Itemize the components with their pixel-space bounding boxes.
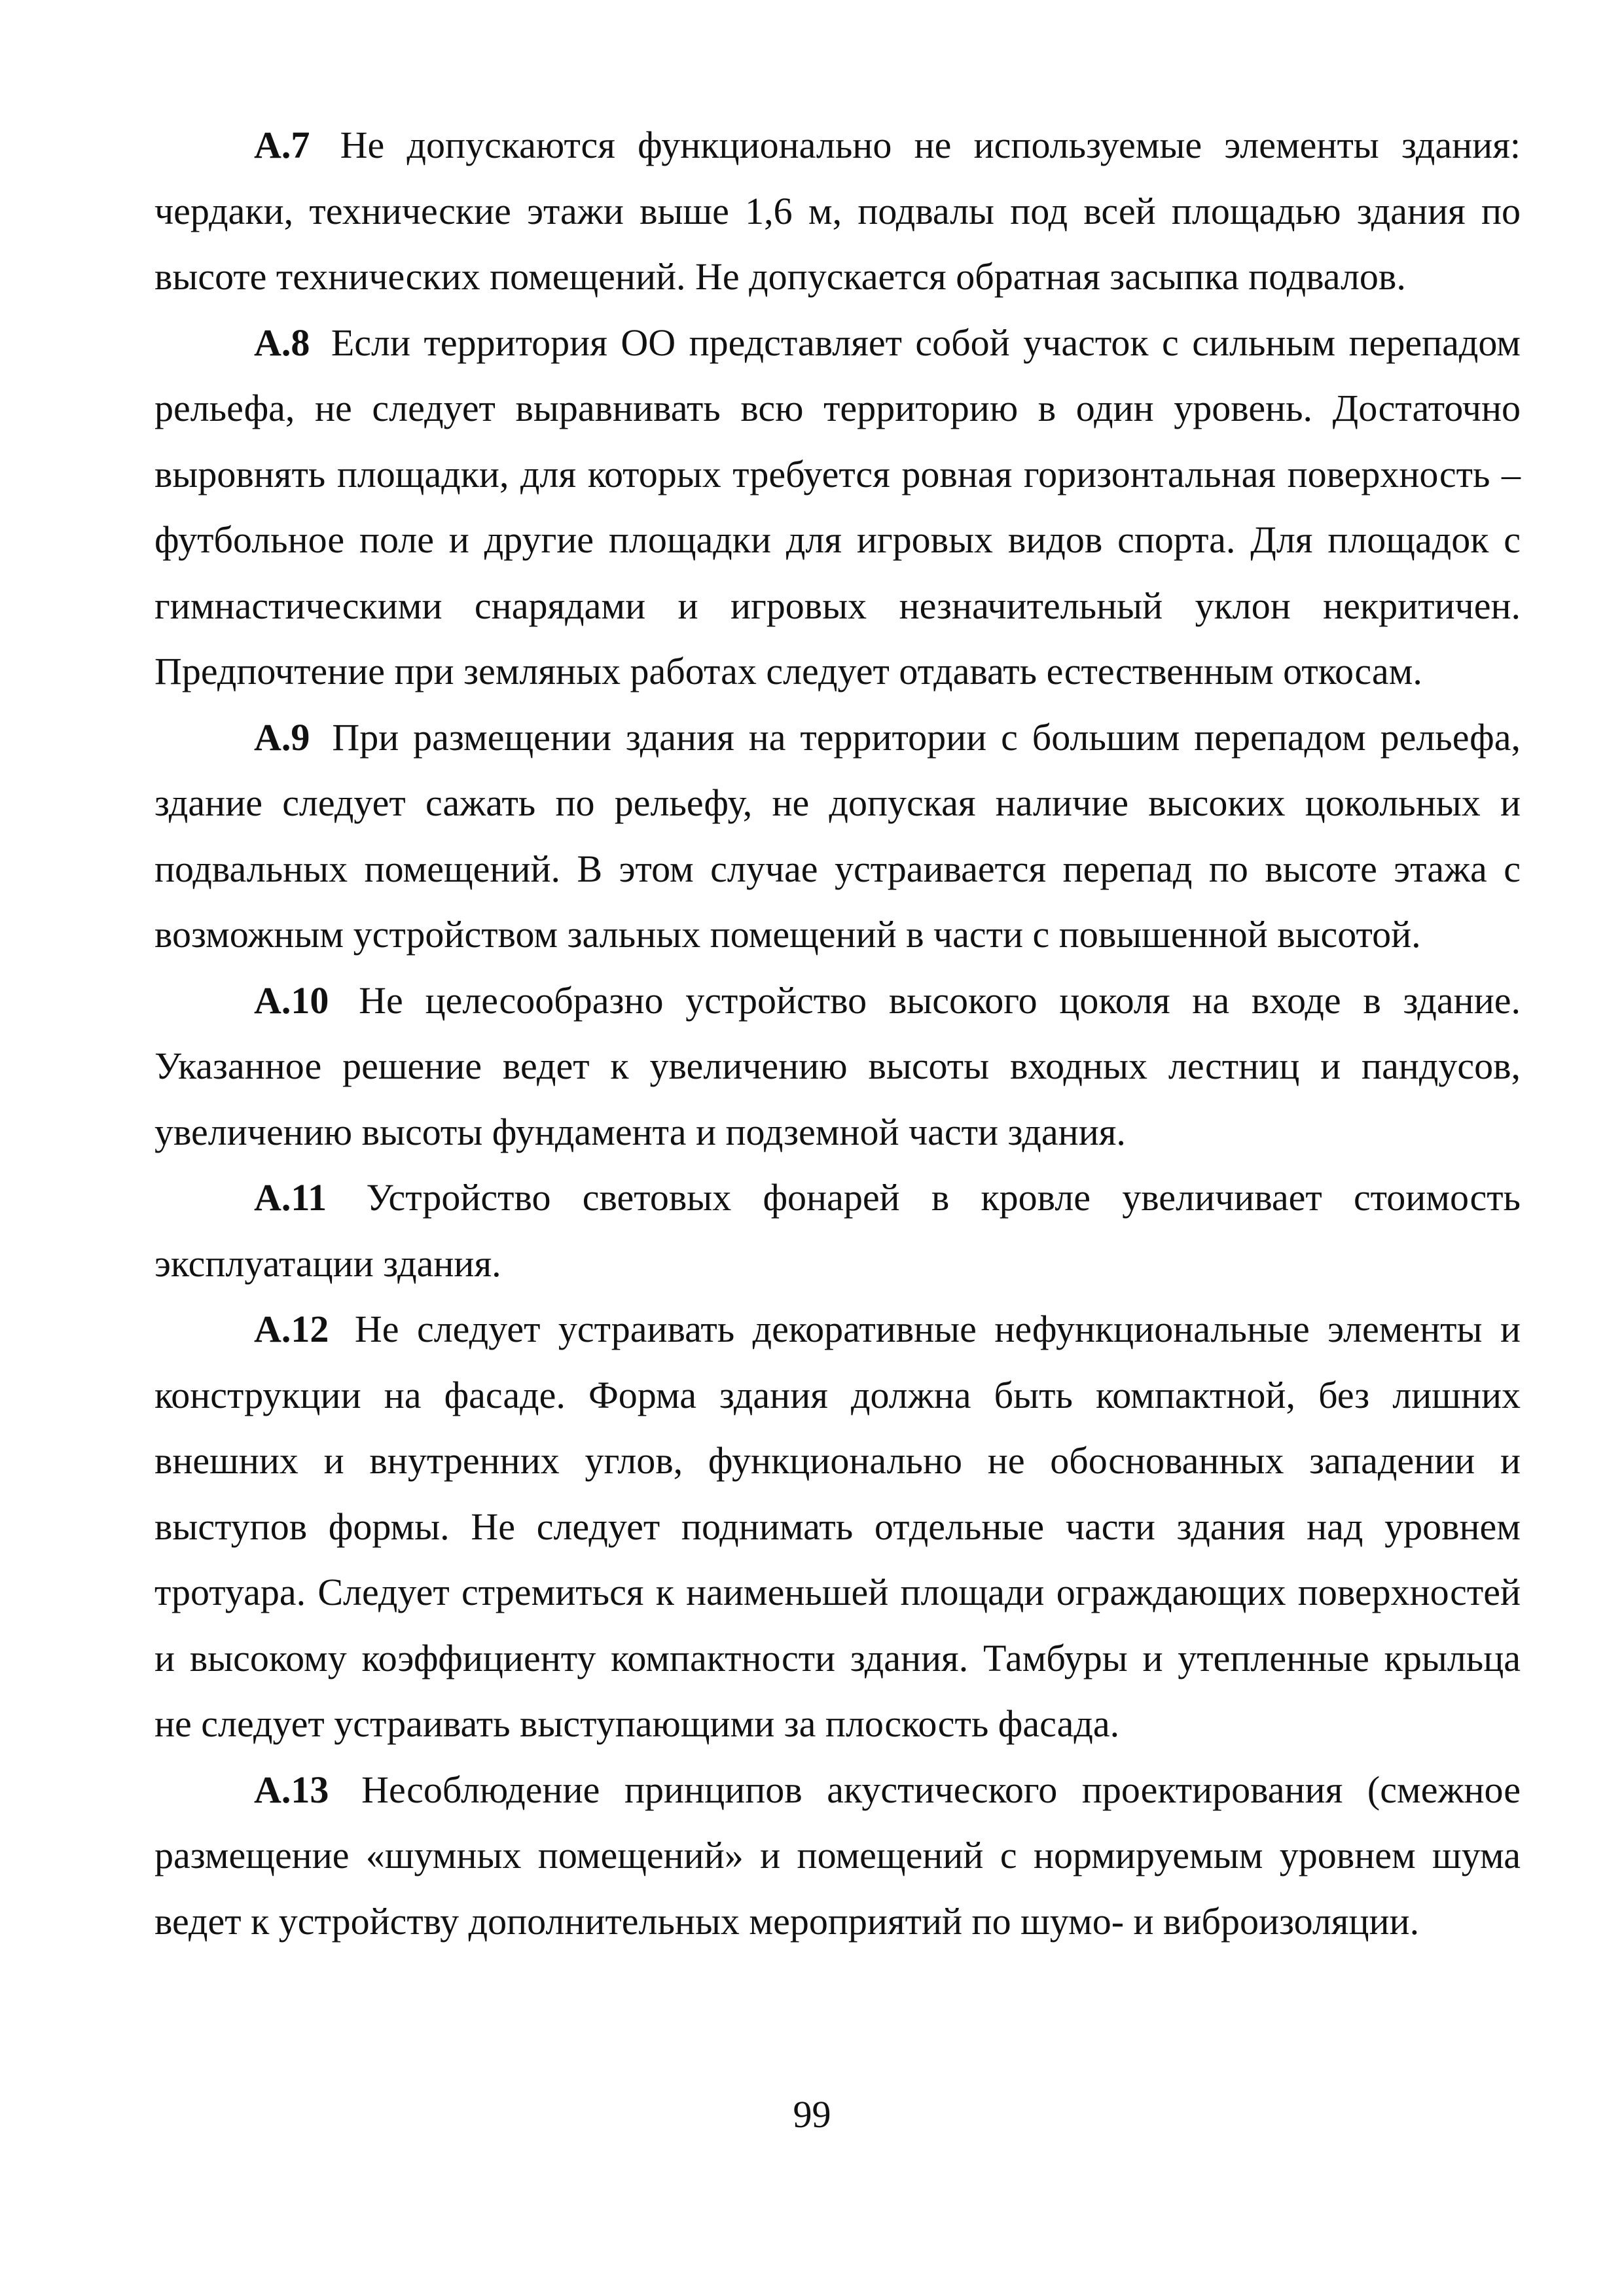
paragraph-number: А.7 <box>254 124 310 166</box>
paragraph-number: А.12 <box>254 1308 329 1350</box>
paragraph-text: Если территория ОО представляет собой участок с сильным перепадом рельефа, не следует выравнивать всю территорию в один уровень. Достаточно выровнять площадки, для которых требуется ровная горизонтальная поверхность – футбольное поле и другие площадки для игровых видов спорта. Для площадок с гимнастическими снарядами и игровых незначительный уклон некритичен. Предпочтение при земляных работах следует отдавать естественным откосам. <box>154 321 1521 692</box>
paragraph-a10 <box>154 968 1521 1166</box>
paragraph-text: Не целесообразно устройство высокого цоколя на входе в здание. Указанное решение ведет к увеличению высоты входных лестниц и пандусов, увеличению высоты фундамента и подземной части здания. <box>154 978 1521 1153</box>
paragraph-a13 <box>154 1757 1521 1955</box>
paragraph-a11 <box>154 1165 1521 1297</box>
paragraph-text: Несоблюдение принципов акустического проектирования (смежное размещение «шумных помещений» и помещений с нормируемым уровнем шума ведет к устройству дополнительных мероприятий по шумо- и виброизоляции. <box>154 1768 1521 1943</box>
page-number: 99 <box>793 2093 831 2136</box>
paragraph-number: А.10 <box>254 978 329 1022</box>
paragraph-number: А.11 <box>254 1176 327 1219</box>
paragraph-text: Устройство световых фонарей в кровле увеличивает стоимость эксплуатации здания. <box>154 1176 1521 1285</box>
paragraph-text: При размещении здания на территории с большим перепадом рельефа, здание следует сажать по рельефу, не допуская наличие высоких цокольных и подвальных помещений. В этом случае устраивается перепад по высоте этажа с возможным устройством зальных помещений в части с повышенной высотой. <box>154 715 1521 956</box>
paragraph-a7 <box>154 113 1521 310</box>
paragraph-a8 <box>154 310 1521 705</box>
paragraph-number: А.9 <box>254 715 310 759</box>
paragraph-text: Не допускаются функционально не используемые элементы здания: чердаки, технические этажи выше 1,6 м, подвалы под всей площадью здания по высоте технических помещений. Не допускается обратная засыпка подвалов. <box>154 124 1521 298</box>
paragraph-number: А.8 <box>254 321 310 364</box>
paragraph-a9 <box>154 705 1521 968</box>
paragraph-a12 <box>154 1297 1521 1757</box>
paragraph-text: Не следует устраивать декоративные нефункциональные элементы и конструкции на фасаде. Форма здания должна быть компактной, без лишних внешних и внутренних углов, функционально не обоснованных западении и выступов формы. Не следует поднимать отдельные части здания над уровнем тротуара. Следует стремиться к наименьшей площади ограждающих поверхностей и высокому коэффициенту компактности здания. Тамбуры и утепленные крыльца не следует устраивать выступающими за плоскость фасада. <box>154 1308 1521 1745</box>
page-body <box>154 113 1521 1954</box>
paragraph-number: А.13 <box>254 1768 329 1811</box>
